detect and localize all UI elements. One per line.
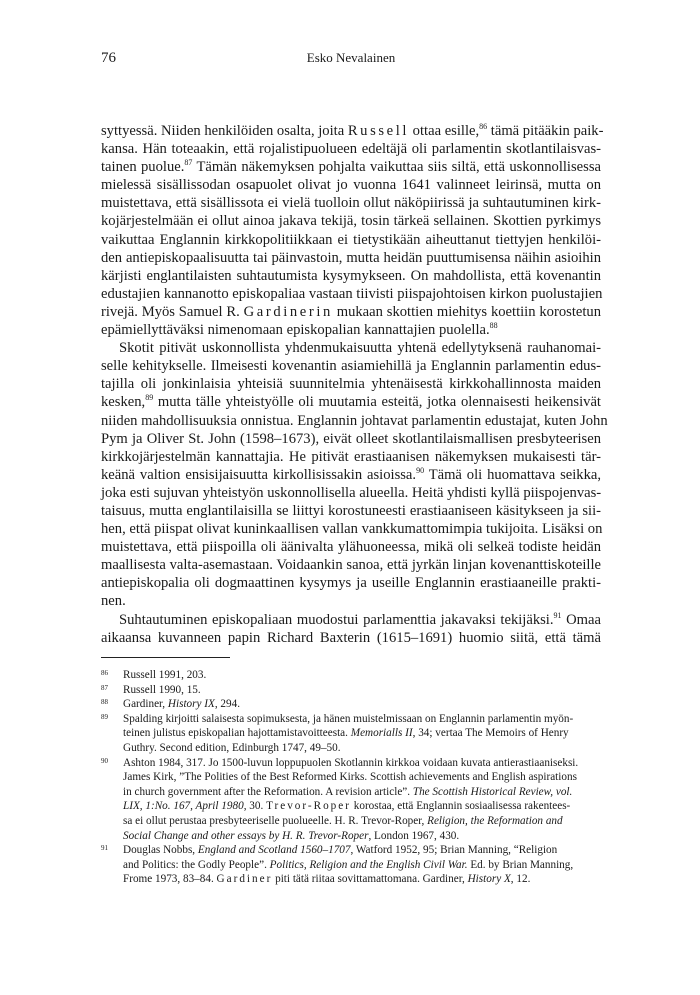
page-header [101, 50, 601, 72]
footnote-line: Guthry. Second edition, Edinburgh 1747, 49–50. [123, 741, 341, 754]
footnote-ref: 90 [416, 465, 425, 475]
body-line: Skotit pitivät uskonnollista yhdenmukaisuutta yhtenä edellytyksenä rauhanomai- [119, 340, 601, 357]
body-line: hen, että piispat olivat kuninkaallisen vallan vankkumattomimpia tukijoita. Lisäksi on [101, 521, 603, 538]
footnote-line: sa ei ollut perustaa presbyteeriselle puolueelle. H. R. Trevor-Roper, Religion, the Reformation and [123, 814, 563, 827]
footnote-ref: 88 [489, 321, 498, 331]
body-line: nen. [101, 593, 126, 610]
body-line: keänä valtion ensisijaisuutta kirkollisissakin asioissa.$^{90}$ Tämä oli huomattava seikka, [101, 465, 602, 483]
body-line: joka esti sujuvan yhteistyön uskonnollisella alueella. Heitä yhdisti kyllä piispojenvas- [101, 484, 602, 501]
body-line: tajilla oli jonkinlaisia yhteisiä suunnitelmia yhtenäisestä kirkkohallinnosta maiden [101, 376, 601, 393]
footnote-line: James Kirk, ”The Polities of the Best Reformed Kirks. Scottish achievements and English aspirations [123, 771, 577, 784]
body-line: Pym ja Oliver St. John (1598–1673), eivät olleet skotlantilaismallisen presbyteerisen [101, 430, 601, 447]
footnote-line: in church government after the Reformation. A revision article”. The Scottish Historical Review, vol. [123, 785, 573, 798]
footnote-91: 91 Douglas Nobbs, England and Scotland 1560–1707, Watford 1952, 95; Brian Manning, “Religion [101, 844, 558, 857]
footnote-line: teinen julistus episkopalian hajottamistavoitteesta. Memorialls II, 34; vertaa The Memoirs of Henry [123, 727, 569, 740]
body-text [101, 122, 608, 647]
body-line: syttyessä. Niiden henkilöiden osalta, joita Russell ottaa esille,$^{86}$ tämä pitääkin paik- [101, 122, 604, 139]
body-line: edustajien kannanotto episkopaliaa vastaan tiivisti piispajohtoisen kirkon puolustajien [101, 285, 603, 302]
footnote-line: Social Change and other essays by H. R. Trevor-Roper, London 1967, 430. [123, 829, 460, 842]
body-line: kärjisti englantilaisten suhtautumista kysymykseen. On mahdollista, että kovenantin [101, 267, 601, 284]
body-line: antiepiskopalia oli dogmaattinen kysymys ja useille Englannin erastiaaneille prakti- [101, 575, 601, 592]
footnote-89: 89 Spalding kirjoitti salaisesta sopimuksesta, ja hänen muistelmissaan on Englannin parlamentin myön- [101, 712, 574, 725]
body-line: den antiepiskopaalisuutta tai päinvastoin, mutta heidän puuttumisensa näihin asioihin [101, 249, 601, 266]
page-number: 76 [101, 50, 116, 66]
body-line: aikaansa kuvanneen papin Richard Baxterin (1615–1691) huomio siitä, että tämä [101, 629, 601, 646]
body-line: tainen puolue.$^{87}$ Tämän näkemyksen pohjalta vaikuttaa siis siltä, että uskonnollisessa [101, 158, 601, 176]
body-line: niiden mahdollisuuksia onnistua. Englannin johtavat parlamentin edustajat, kuten John [101, 412, 608, 429]
footnote-line: Frome 1973, 83–84. Gardiner piti tätä riitaa sovittamattomana. Gardiner, History X, 12. [123, 873, 531, 886]
footnote-ref: 86 [479, 122, 488, 131]
footnote-87: 87 Russell 1990, 15. [101, 683, 201, 696]
body-line: muistettava, että piispoilla oli äänivalta ylähuoneessa, mikä oli selkeä todiste heidän [101, 539, 601, 556]
body-line: vaikuttaa Englannin kirkkopolitiikkaan ei tietystikään aiheuttanut tiettyjen henkilöi- [101, 231, 601, 248]
body-line: taisuus, mutta englantilaisilla se liittyi korostuneesti erastiaaniseen käsitykseen ja sii- [101, 502, 601, 519]
footnote-90: 90 Ashton 1984, 317. Jo 1500-luvun loppupuolen Skotlannin kirkkoa voidaan kuvata antierastiaaniseksi. [101, 756, 579, 769]
body-line: kirkkojärjestelmän kannattajia. He pitivät erastiaanisen näkemyksen mukaisesti tär- [101, 448, 601, 465]
spaced-name: Gardinerin [243, 303, 333, 320]
body-line: selle kehitykselle. Ilmeisesti kovenantin asiamiehillä ja Englannin parlamentin edus- [101, 358, 601, 375]
body-line: rivejä. Myös Samuel R. Gardinerin mukaan skottien miehitys koettiin korostetun [101, 303, 601, 320]
footnote-ref: 91 [553, 610, 562, 620]
footnotes [101, 668, 601, 887]
footnote-line: LIX, 1:No. 167, April 1980, 30. Trevor-Roper korostaa, että Englannin sosiaalisessa rakentees- [123, 800, 571, 813]
body-line: kojärjestelmään ei ollut ainoa jakava tekijä, tosin tärkeä sellainen. Skottien pyrkimys [101, 213, 601, 230]
footnote-88: 88 Gardiner, History IX, 294. [101, 698, 240, 711]
footnote-ref: 87 [184, 158, 193, 168]
spaced-name: Russell [347, 123, 410, 139]
running-head: Esko Nevalainen [306, 50, 396, 65]
body-line: muistettava, että sisällissota ei vielä tuolloin ollut näköpiirissä ja suhtautuminen kirk- [101, 195, 601, 212]
body-line: kesken,$^{89}$ mutta tälle yhteistyölle oli muutamia esteitä, jotka olennaisesti heikensivät [101, 393, 601, 411]
footnote-ref: 89 [145, 393, 154, 403]
footnote-divider [101, 657, 230, 658]
body-line: kansa. Hän toteaakin, että rojalistipuolueen edeltäjä oli parlamentin skotlantilaisvas- [101, 141, 601, 158]
body-line: mielessä sisällissodan osapuolet olivat jo vuonna 1641 valinneet leirinsä, mutta on [101, 177, 601, 194]
footnote-86: 86 Russell 1991, 203. [101, 669, 207, 681]
body-line: maallisesta valta-asemastaan. Voidaankin sanoa, että jyrkän linjan kovenanttiskoteille [101, 557, 601, 574]
body-line: epämiellyttäväksi nimenomaan episkopalian kannattajien puolella.$^{88}$ [101, 321, 498, 339]
footnote-line: and Politics: the Godly People”. Politics, Religion and the English Civil War. Ed. by Brian Manning, [123, 858, 574, 871]
body-line: Suhtautuminen episkopaliaan muodostui parlamenttia jakavaksi tekijäksi.$^{91}$ Omaa [119, 610, 601, 628]
